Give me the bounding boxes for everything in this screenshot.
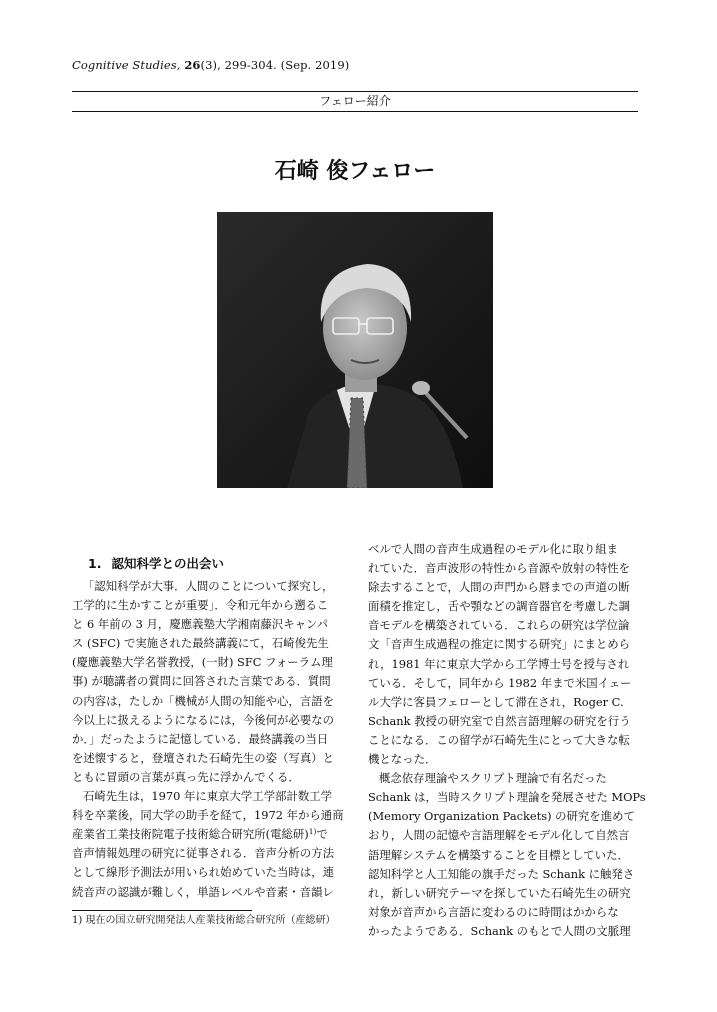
journal-name: Cognitive Studies, xyxy=(72,58,181,72)
section-title: 認知科学との出会い xyxy=(111,556,224,571)
right-column xyxy=(368,540,646,941)
section-number: 1. xyxy=(88,556,102,571)
left-line-14 xyxy=(72,825,342,844)
left-line-17: 続音声の認識が難しく，単語レベルや音素・音韻レ xyxy=(72,884,334,899)
left-line-12: 石崎先生は，1970 年に東京大学工学部計数工学 xyxy=(83,789,333,804)
right-line-15: (Memory Organization Packets) の研究を進めて xyxy=(368,809,635,824)
header-top-rule xyxy=(72,91,638,92)
left-line-3: と 6 年前の 3 月，慶應義塾大学湘南藤沢キャンパ xyxy=(72,617,328,632)
left-line-4: ス (SFC) で実施された最終講義にて，石崎俊先生 xyxy=(72,636,329,651)
journal-citation xyxy=(72,58,349,72)
right-line-6: 文「音声生成過程の推定に関する研究」にまとめら xyxy=(368,637,630,652)
left-line-1: 「認知科学が大事．人間のことについて探究し， xyxy=(83,579,334,593)
left-line-9: か．」だったように記憶している．最終講義の当日 xyxy=(72,731,329,746)
header-bottom-rule xyxy=(72,111,638,112)
left-line-16: として線形予測法が用いられ始めていた当時は，連 xyxy=(72,865,334,880)
left-line-11: ともに冒頭の言葉が真っ先に浮かんでくる． xyxy=(72,769,300,784)
right-line-17: 語理解システムを構築することを目標としていた． xyxy=(368,847,629,862)
left-column xyxy=(72,577,342,902)
left-line-2: 工学的に生かすことが重要」．令和元年から遡るこ xyxy=(72,598,329,613)
footnote-rule xyxy=(72,910,252,911)
right-line-12: 機となった． xyxy=(368,752,437,767)
right-line-7: れ，1981 年に東京大学から工学博士号を授与され xyxy=(368,656,630,671)
right-line-21: かったようである．Schank のもとで人間の文脈理 xyxy=(368,923,631,938)
right-line-2: れていた．音声波形の特性から音源や放射の特性を xyxy=(368,561,630,576)
left-line-7: の内容は，たしか「機械が人間の知能や心，言語を xyxy=(72,693,334,708)
right-line-16: おり，人間の記憶や言語理解をモデル化して自然言 xyxy=(368,828,630,843)
left-line-14-text: 産業省工業技術院電子技術総合研究所(電総研) xyxy=(72,827,309,842)
right-line-10: Schank 教授の研究室で自然言語理解の研究を行う xyxy=(368,713,631,728)
footnote: 1) 現在の国立研究開発法人産業技術総合研究所（産総研） xyxy=(72,915,336,926)
right-line-20: 対象が音声から言語に変わるのに時間はかからな xyxy=(368,904,619,919)
footnote-ref: 1) xyxy=(308,827,317,837)
right-line-8: ている．そして，同年から 1982 年まで米国イェー xyxy=(368,675,632,690)
left-line-6: 事) が聴講者の質問に回答された言葉である．質問 xyxy=(72,674,331,689)
right-line-11: ことになる．この留学が石崎先生にとって大きな転 xyxy=(368,732,630,747)
portrait-photo xyxy=(217,212,493,488)
right-line-13: 概念依存理論やスクリプト理論で有名だった xyxy=(379,771,607,786)
right-line-4: 面積を推定し，舌や顎などの調音器官を考慮した調 xyxy=(368,599,630,614)
journal-issue-pages: (3), 299-304. (Sep. 2019) xyxy=(200,58,350,72)
left-line-5: (慶應義塾大学名誉教授，(一財) SFC フォーラム理 xyxy=(72,655,333,670)
left-line-15: 音声情報処理の研究に従事される．音声分析の方法 xyxy=(72,846,334,861)
right-line-3: 除去することで，人間の声門から唇までの声道の断 xyxy=(368,580,630,595)
right-line-14: Schank は，当時スクリプト理論を発展させた MOPs xyxy=(368,790,646,805)
left-line-14-tail: で xyxy=(316,827,328,842)
right-line-18: 認知科学と人工知能の旗手だった Schank に触発さ xyxy=(368,866,635,881)
section-heading xyxy=(88,554,224,572)
right-line-5: 音モデルを構築されている．これらの研究は学位論 xyxy=(368,618,630,633)
left-line-13: 科を卒業後，同大学の助手を経て，1972 年から通商 xyxy=(72,808,344,823)
right-line-19: れ，新しい研究テーマを探していた石崎先生の研究 xyxy=(368,885,631,900)
left-line-10: を述懐すると，登壇された石崎先生の姿（写真）と xyxy=(72,750,334,765)
right-line-1: ベルで人間の音声生成過程のモデル化に取り組ま xyxy=(368,542,619,556)
section-label: フェロー紹介 xyxy=(319,94,391,108)
right-line-9: ル大学に客員フェローとして滞在され，Roger C. xyxy=(368,694,624,709)
journal-volume: 26 xyxy=(184,58,201,72)
article-title: 石崎 俊フェロー xyxy=(274,159,436,184)
left-line-8: 今以上に扱えるようになるには，今後何が必要なの xyxy=(72,712,334,727)
